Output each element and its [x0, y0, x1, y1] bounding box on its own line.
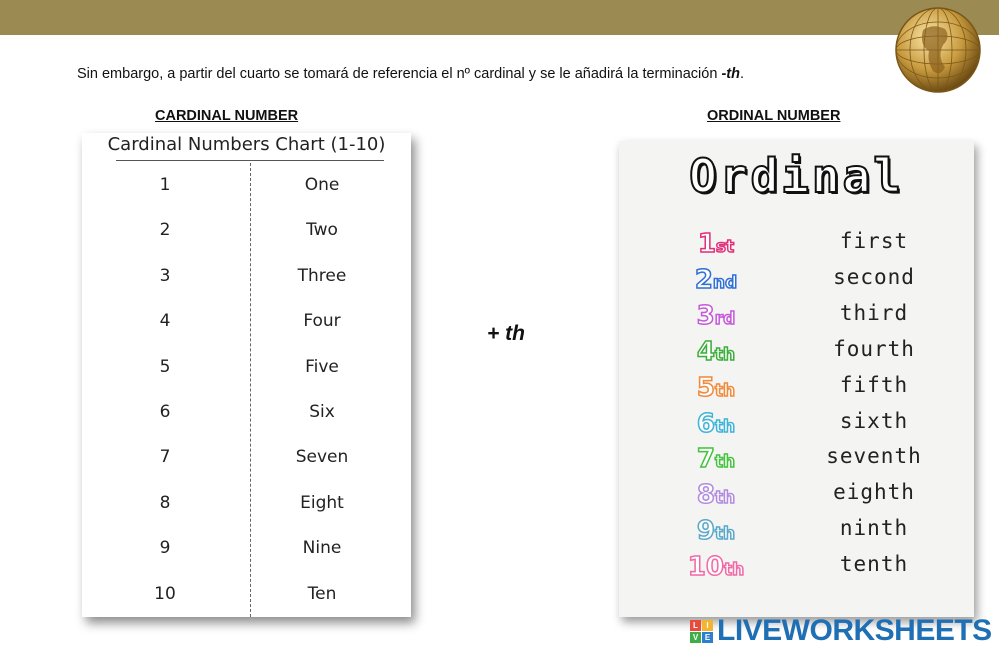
ordinal-number: 9	[696, 516, 715, 547]
cardinal-word: Seven	[295, 447, 349, 468]
ordinal-suffix: st	[715, 237, 735, 257]
cardinal-number: 6	[159, 402, 171, 422]
ordinal-number: 7	[696, 444, 715, 475]
ordinal-row	[619, 480, 974, 510]
logo-block-i: I	[702, 620, 713, 631]
cardinal-row	[82, 357, 411, 387]
ordinal-suffix: th	[723, 560, 745, 581]
globe-icon	[893, 5, 983, 95]
ordinal-abbreviation	[681, 516, 751, 546]
ordinal-word: eighth	[833, 480, 915, 505]
ordinal-suffix: th	[714, 452, 736, 473]
cardinal-word: One	[304, 175, 340, 195]
logo-block-v: V	[690, 632, 701, 643]
ordinal-row	[619, 552, 974, 582]
ordinal-number: 3	[696, 300, 715, 331]
ordinal-word: ninth	[839, 516, 909, 541]
cardinal-word: Two	[306, 220, 338, 241]
ordinal-suffix: th	[714, 416, 736, 437]
intro-end: .	[739, 66, 744, 82]
cardinal-number: 10	[154, 583, 176, 604]
liveworksheets-logo-icon	[690, 620, 714, 644]
ordinal-suffix: rd	[714, 308, 736, 329]
ordinal-row	[619, 409, 974, 439]
ordinal-number: 4	[696, 336, 715, 367]
ordinal-number: 5	[696, 372, 715, 403]
cardinal-word: Six	[309, 402, 335, 422]
cardinal-word: Five	[305, 356, 339, 377]
cardinal-number: 2	[159, 220, 171, 241]
cardinal-word: Eight	[300, 492, 344, 513]
title-underline	[116, 160, 384, 161]
ordinal-abbreviation	[681, 480, 751, 510]
ordinal-suffix: th	[714, 380, 736, 401]
cardinal-row	[82, 584, 411, 614]
ordinal-abbreviation	[681, 552, 751, 582]
ordinal-abbreviation	[681, 265, 751, 295]
ordinal-word: tenth	[839, 552, 909, 577]
cardinal-chart-title: Cardinal Numbers Chart (1-10)	[107, 134, 386, 155]
ordinal-chart-title: Ordinal	[689, 149, 904, 203]
cardinal-number: 5	[159, 356, 171, 377]
ordinal-suffix: th	[714, 524, 736, 545]
intro-text: Sin embargo, a partir del cuarto se tomará de referencia el nº cardinal y se le añadirá la terminación	[77, 66, 722, 82]
cardinal-word: Ten	[307, 583, 337, 604]
ordinal-number: 6	[696, 408, 715, 439]
ordinal-chart-card	[619, 141, 974, 617]
ordinal-abbreviation	[681, 337, 751, 367]
cardinal-number: 7	[159, 447, 171, 468]
ordinal-row	[619, 229, 974, 259]
cardinal-word: Four	[303, 311, 341, 332]
ordinal-word: fourth	[833, 336, 915, 361]
cardinal-row	[82, 402, 411, 432]
cardinal-row	[82, 538, 411, 568]
ordinal-row	[619, 337, 974, 367]
ordinal-number: 2	[694, 264, 713, 295]
ordinal-suffix: th	[714, 488, 736, 509]
plus-th-label: + th	[487, 322, 525, 345]
ordinal-abbreviation	[681, 444, 751, 474]
ordinal-number: 1	[697, 229, 716, 259]
cardinal-word: Three	[297, 265, 347, 286]
ordinal-word: fifth	[839, 372, 909, 397]
cardinal-row	[82, 175, 411, 205]
cardinal-number: 1	[159, 175, 171, 195]
cardinal-number: 9	[159, 538, 171, 559]
brand-text: LIVEWORKSHEETS	[717, 614, 992, 647]
ordinal-abbreviation	[681, 409, 751, 439]
ordinal-number: 10	[687, 552, 724, 583]
ordinal-row	[619, 373, 974, 403]
cardinal-heading: CARDINAL NUMBER	[155, 108, 299, 124]
ordinal-abbreviation	[681, 373, 751, 403]
ordinal-word: second	[833, 264, 915, 289]
cardinal-row	[82, 493, 411, 523]
cardinal-chart-card	[82, 133, 411, 617]
cardinal-number: 4	[159, 311, 171, 332]
intro-suffix: -th	[721, 66, 740, 82]
cardinal-number: 3	[159, 265, 171, 286]
cardinal-word: Nine	[302, 538, 342, 559]
cardinal-number: 8	[159, 492, 171, 513]
ordinal-abbreviation	[681, 229, 751, 259]
ordinal-row	[619, 265, 974, 295]
ordinal-word: sixth	[839, 408, 909, 433]
intro-sentence	[77, 66, 744, 82]
ordinal-row	[619, 516, 974, 546]
ordinal-suffix: nd	[712, 272, 738, 293]
cardinal-row	[82, 266, 411, 296]
logo-block-l: L	[690, 620, 701, 631]
cardinal-row	[82, 220, 411, 250]
ordinal-word: first	[839, 229, 909, 253]
ordinal-number: 8	[696, 480, 715, 511]
top-header-bar	[0, 0, 999, 35]
cardinal-row	[82, 311, 411, 341]
ordinal-word: third	[839, 300, 909, 325]
ordinal-abbreviation	[681, 301, 751, 331]
ordinal-heading: ORDINAL NUMBER	[707, 108, 841, 124]
logo-block-e: E	[702, 632, 713, 643]
ordinal-row	[619, 444, 974, 474]
cardinal-row	[82, 447, 411, 477]
ordinal-row	[619, 301, 974, 331]
ordinal-suffix: th	[714, 344, 736, 365]
ordinal-word: seventh	[826, 444, 922, 469]
